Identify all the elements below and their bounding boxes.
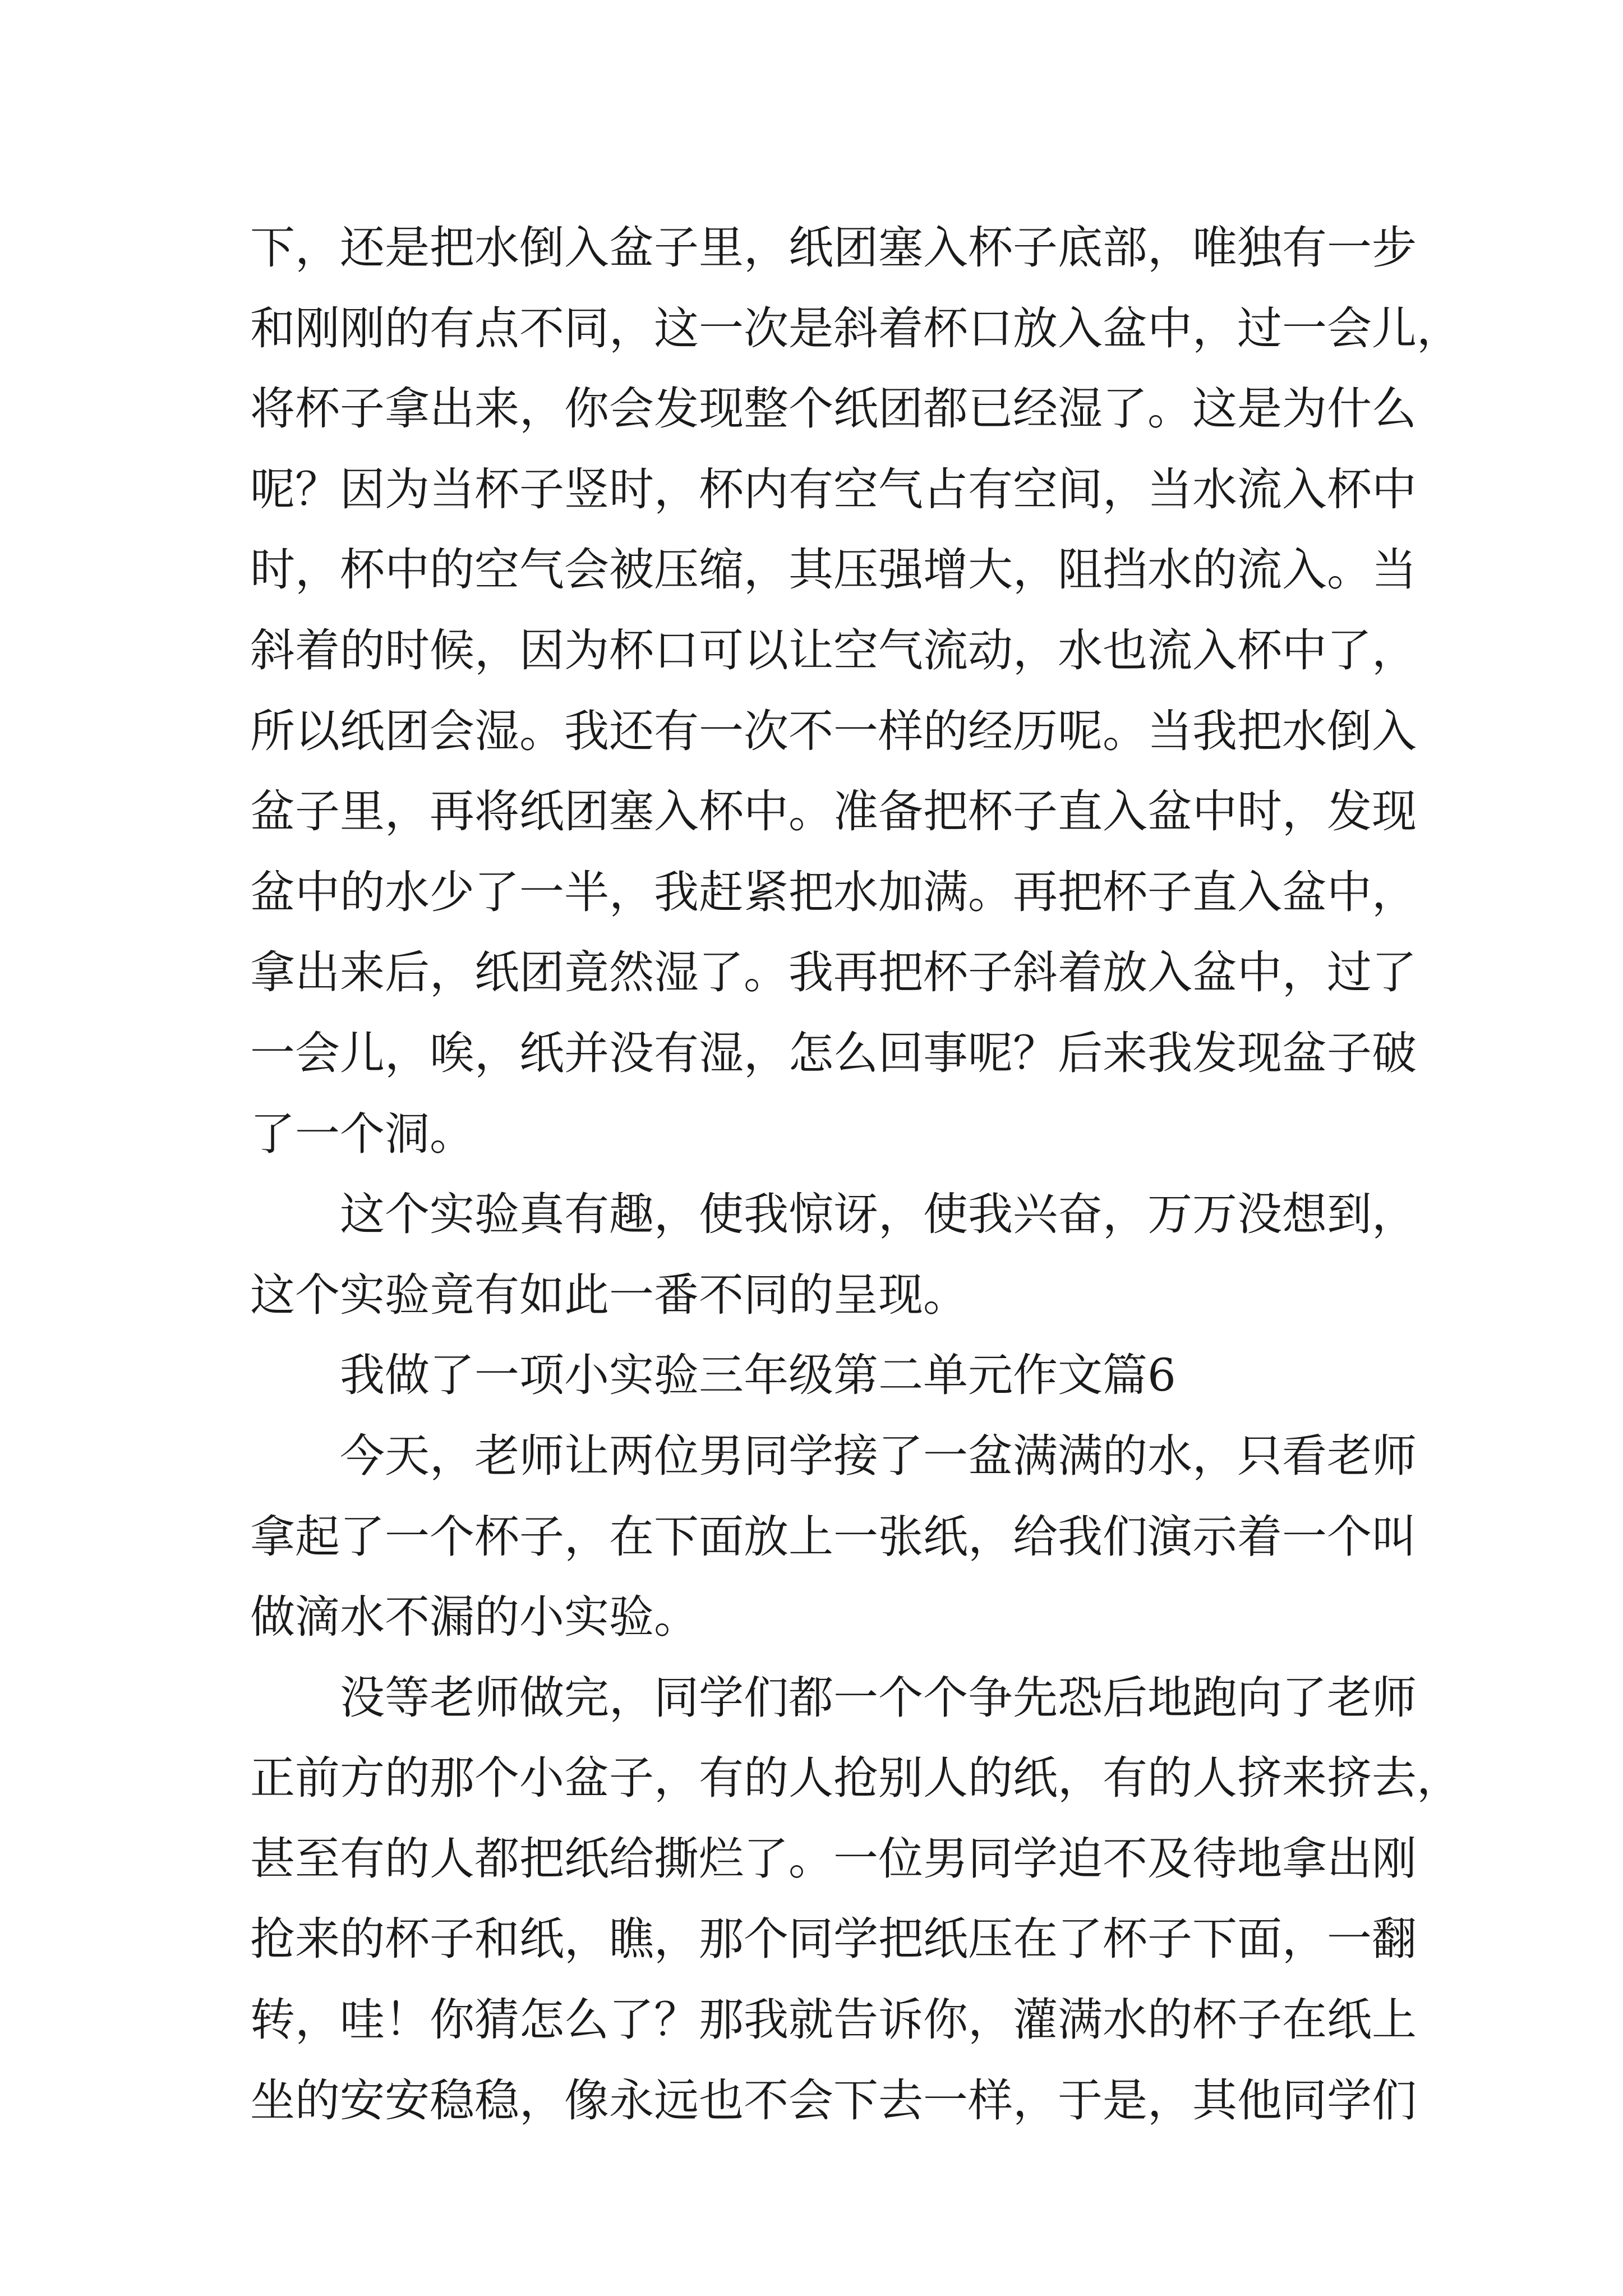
text-line: 转，哇！你猜怎么了？那我就告诉你，灌满水的杯子在纸上 [250,1994,1417,2046]
section-heading: 我做了一项小实验三年级第二单元作文篇6 [340,1349,1176,1402]
text-line: 盆中的水少了一半，我赶紧把水加满。再把杯子直入盆中， [250,866,1417,918]
essay-text [250,208,1461,2141]
paragraph-start-line: 今天，老师让两位男同学接了一盆满满的水，只看老师 [340,1429,1417,1482]
text-line: 斜着的时候，因为杯口可以让空气流动，水也流入杯中了， [250,624,1417,677]
text-line: 时，杯中的空气会被压缩，其压强增大，阻挡水的流入。当 [250,544,1417,596]
text-line: 正前方的那个小盆子，有的人抢别人的纸，有的人挤来挤去， [250,1752,1461,1805]
text-line: 下，还是把水倒入盆子里，纸团塞入杯子底部，唯独有一步 [250,222,1417,274]
text-line: 这个实验竟有如此一番不同的呈现。 [250,1268,968,1321]
paragraph-start-line: 这个实验真有趣，使我惊讶，使我兴奋，万万没想到， [340,1188,1417,1241]
text-line: 所以纸团会湿。我还有一次不一样的经历呢。当我把水倒入 [250,705,1417,757]
text-line: 做滴水不漏的小实验。 [250,1591,699,1644]
text-line: 将杯子拿出来，你会发现整个纸团都已经湿了。这是为什么 [250,383,1417,435]
paragraph-start-line: 没等老师做完，同学们都一个个争先恐后地跑向了老师 [340,1671,1417,1724]
text-line: 坐的安安稳稳，像永远也不会下去一样，于是，其他同学们 [250,2074,1417,2127]
text-line: 一会儿，唉，纸并没有湿，怎么回事呢？后来我发现盆子破 [250,1027,1417,1079]
text-line: 了一个洞。 [250,1107,474,1160]
text-line: 呢？因为当杯子竖时，杯内有空气占有空间，当水流入杯中 [250,463,1417,516]
text-line: 和刚刚的有点不同，这一次是斜着杯口放入盆中，过一会儿， [250,302,1461,355]
text-line: 甚至有的人都把纸给撕烂了。一位男同学迫不及待地拿出刚 [250,1832,1417,1885]
text-line: 抢来的杯子和纸，瞧，那个同学把纸压在了杯子下面，一翻 [250,1913,1417,1966]
text-line: 拿起了一个杯子，在下面放上一张纸，给我们演示着一个叫 [250,1510,1417,1563]
text-line: 盆子里，再将纸团塞入杯中。准备把杯子直入盆中时，发现 [250,785,1417,838]
text-line: 拿出来后，纸团竟然湿了。我再把杯子斜着放入盆中，过了 [250,946,1417,999]
